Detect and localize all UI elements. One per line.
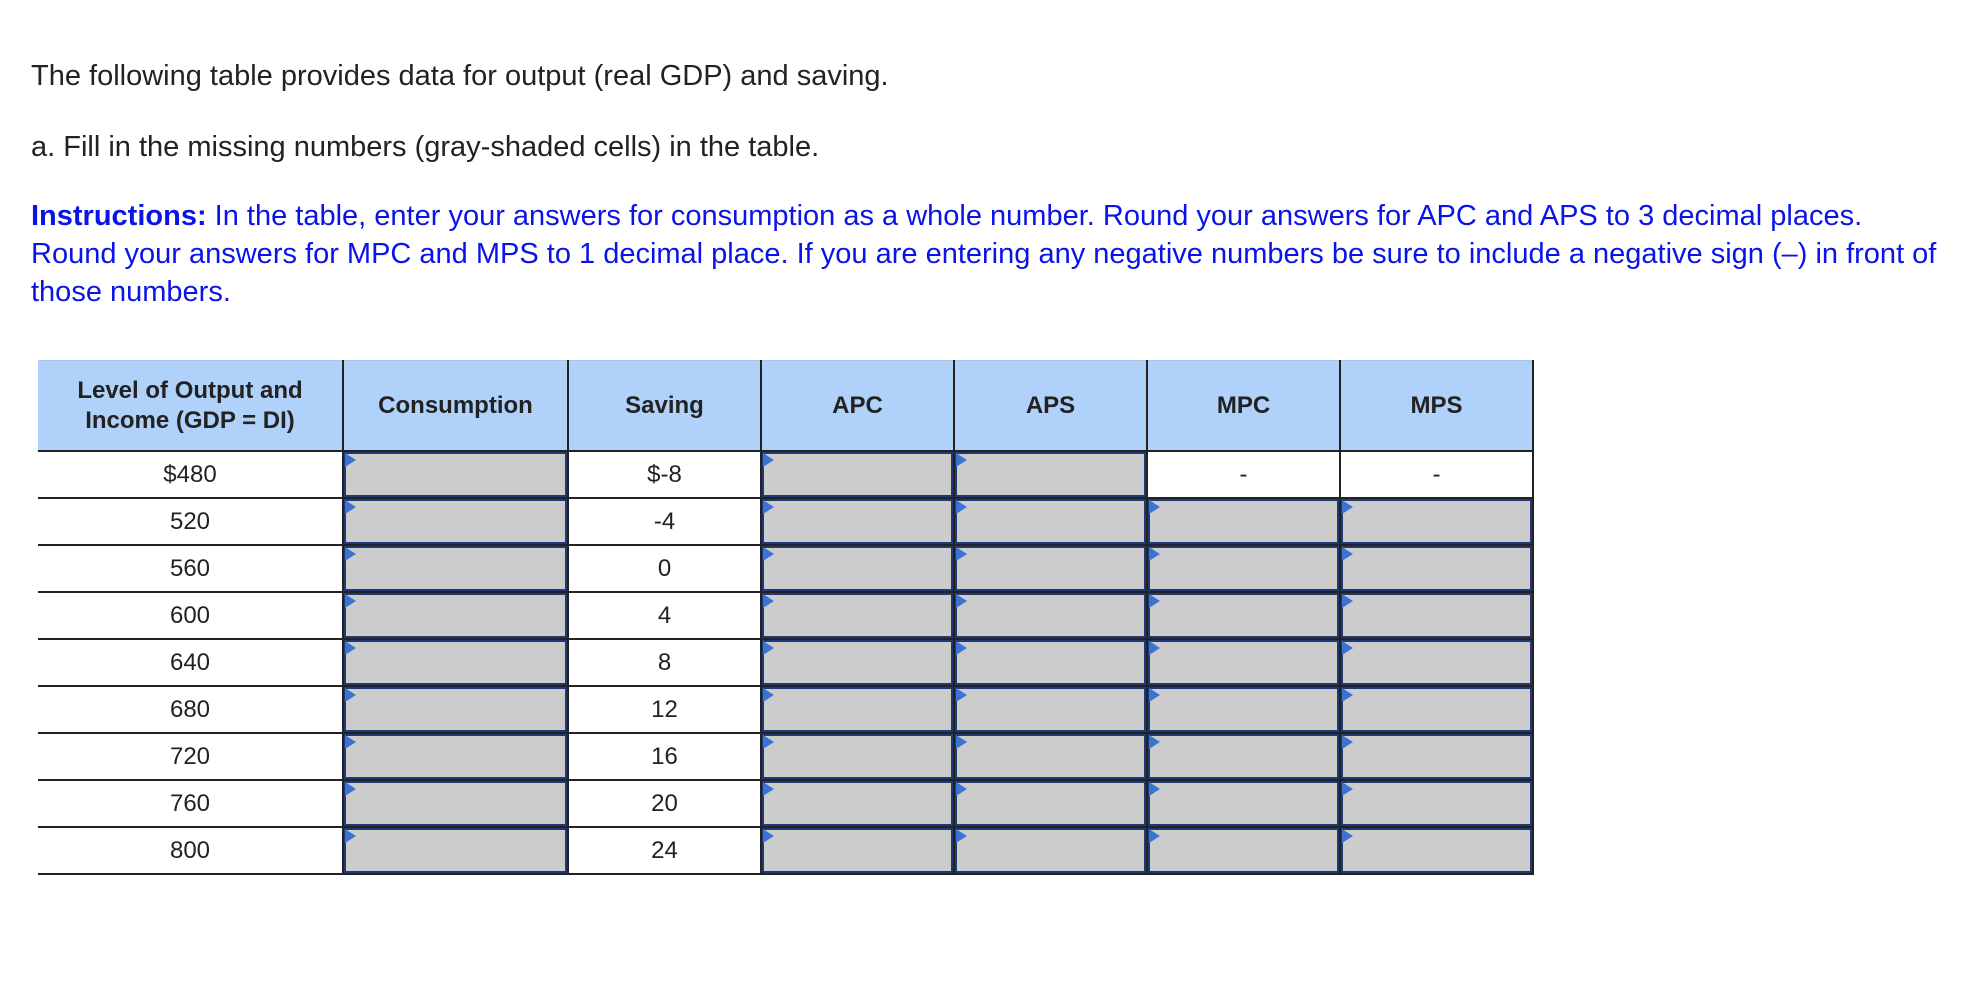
apc-input[interactable] [761,780,954,827]
input-marker-icon [956,500,967,514]
mpc-input[interactable] [1147,545,1340,592]
instructions-text: In the table, enter your answers for consumption as a whole number. Round your answers for APC and APS to 3 decimal places. Round your answers for MPC and MPS to 1 decimal place. If you are entering any negative numbers be sure to include a negative sign (–) in front of those numbers. [31,200,1937,308]
input-marker-icon [1342,641,1353,655]
aps-input[interactable] [954,639,1147,686]
apc-input[interactable] [761,451,954,498]
table-header-row [38,361,1533,452]
part-a-prompt: a. Fill in the missing numbers (gray-shaded cells) in the table. [31,131,820,163]
mpc-input[interactable] [1147,498,1340,545]
aps-input[interactable] [954,451,1147,498]
input-marker-icon [763,641,774,655]
output-cell: $480 [38,451,343,498]
input-marker-icon [956,453,967,467]
aps-input[interactable] [954,733,1147,780]
input-marker-icon [1342,829,1353,843]
input-marker-icon [763,829,774,843]
mps-cell: - [1340,451,1533,498]
input-marker-icon [1342,735,1353,749]
input-marker-icon [1149,547,1160,561]
input-marker-icon [345,735,356,749]
input-marker-icon [1149,782,1160,796]
mps-input[interactable] [1340,545,1533,592]
aps-input[interactable] [954,545,1147,592]
aps-input[interactable] [954,686,1147,733]
header-output-income: Level of Output and Income (GDP = DI) [38,361,343,452]
mpc-input[interactable] [1147,592,1340,639]
mps-input[interactable] [1340,827,1533,874]
input-marker-icon [956,782,967,796]
input-marker-icon [763,500,774,514]
input-marker-icon [956,688,967,702]
input-marker-icon [763,782,774,796]
input-marker-icon [763,735,774,749]
saving-cell: 24 [568,827,761,874]
output-cell: 800 [38,827,343,874]
input-marker-icon [345,829,356,843]
input-marker-icon [956,594,967,608]
mps-input[interactable] [1340,639,1533,686]
intro-text: The following table provides data for output (real GDP) and saving. [31,60,889,92]
apc-input[interactable] [761,498,954,545]
header-mpc: MPC [1147,361,1340,452]
saving-cell: 12 [568,686,761,733]
saving-cell: 0 [568,545,761,592]
mpc-input[interactable] [1147,639,1340,686]
output-cell: 760 [38,780,343,827]
input-marker-icon [956,641,967,655]
saving-cell: -4 [568,498,761,545]
input-marker-icon [763,594,774,608]
header-consumption: Consumption [343,361,568,452]
apc-input[interactable] [761,827,954,874]
consumption-input[interactable] [343,733,568,780]
mps-input[interactable] [1340,498,1533,545]
table-row [38,545,1533,592]
table-row [38,592,1533,639]
consumption-input[interactable] [343,639,568,686]
input-marker-icon [345,594,356,608]
output-cell: 520 [38,498,343,545]
input-marker-icon [956,735,967,749]
input-marker-icon [1149,594,1160,608]
input-marker-icon [1342,782,1353,796]
consumption-input[interactable] [343,498,568,545]
input-marker-icon [345,547,356,561]
input-marker-icon [763,688,774,702]
saving-cell: 4 [568,592,761,639]
consumption-input[interactable] [343,451,568,498]
header-aps: APS [954,361,1147,452]
table-row [38,733,1533,780]
mpc-cell: - [1147,451,1340,498]
output-cell: 560 [38,545,343,592]
input-marker-icon [1149,735,1160,749]
output-cell: 720 [38,733,343,780]
input-marker-icon [345,500,356,514]
table-row [38,780,1533,827]
table-row [38,498,1533,545]
aps-input[interactable] [954,827,1147,874]
aps-input[interactable] [954,498,1147,545]
mpc-input[interactable] [1147,686,1340,733]
header-saving: Saving [568,361,761,452]
consumption-input[interactable] [343,686,568,733]
apc-input[interactable] [761,545,954,592]
apc-input[interactable] [761,639,954,686]
table-row [38,639,1533,686]
consumption-input[interactable] [343,545,568,592]
input-marker-icon [1342,688,1353,702]
saving-cell: 16 [568,733,761,780]
saving-cell: $-8 [568,451,761,498]
instructions-label: Instructions: [31,200,207,232]
input-marker-icon [763,453,774,467]
output-cell: 680 [38,686,343,733]
input-marker-icon [1149,688,1160,702]
input-marker-icon [956,829,967,843]
input-marker-icon [1342,547,1353,561]
output-cell: 640 [38,639,343,686]
mps-input[interactable] [1340,686,1533,733]
input-marker-icon [763,547,774,561]
mpc-input[interactable] [1147,733,1340,780]
input-marker-icon [1342,594,1353,608]
consumption-input[interactable] [343,592,568,639]
consumption-input[interactable] [343,780,568,827]
input-marker-icon [345,688,356,702]
input-marker-icon [345,453,356,467]
mpc-input[interactable] [1147,780,1340,827]
aps-input[interactable] [954,780,1147,827]
input-marker-icon [345,641,356,655]
mps-input[interactable] [1340,780,1533,827]
output-cell: 600 [38,592,343,639]
instructions [31,197,1951,311]
header-mps: MPS [1340,361,1533,452]
savings-table [38,360,1534,875]
input-marker-icon [1149,500,1160,514]
apc-input[interactable] [761,733,954,780]
apc-input[interactable] [761,686,954,733]
mpc-input[interactable] [1147,827,1340,874]
apc-input[interactable] [761,592,954,639]
table-row [38,686,1533,733]
consumption-input[interactable] [343,827,568,874]
table-row [38,827,1533,874]
saving-cell: 20 [568,780,761,827]
input-marker-icon [345,782,356,796]
saving-cell: 8 [568,639,761,686]
table-row [38,451,1533,498]
input-marker-icon [1149,641,1160,655]
mps-input[interactable] [1340,733,1533,780]
input-marker-icon [956,547,967,561]
mps-input[interactable] [1340,592,1533,639]
aps-input[interactable] [954,592,1147,639]
header-apc: APC [761,361,954,452]
input-marker-icon [1342,500,1353,514]
input-marker-icon [1149,829,1160,843]
